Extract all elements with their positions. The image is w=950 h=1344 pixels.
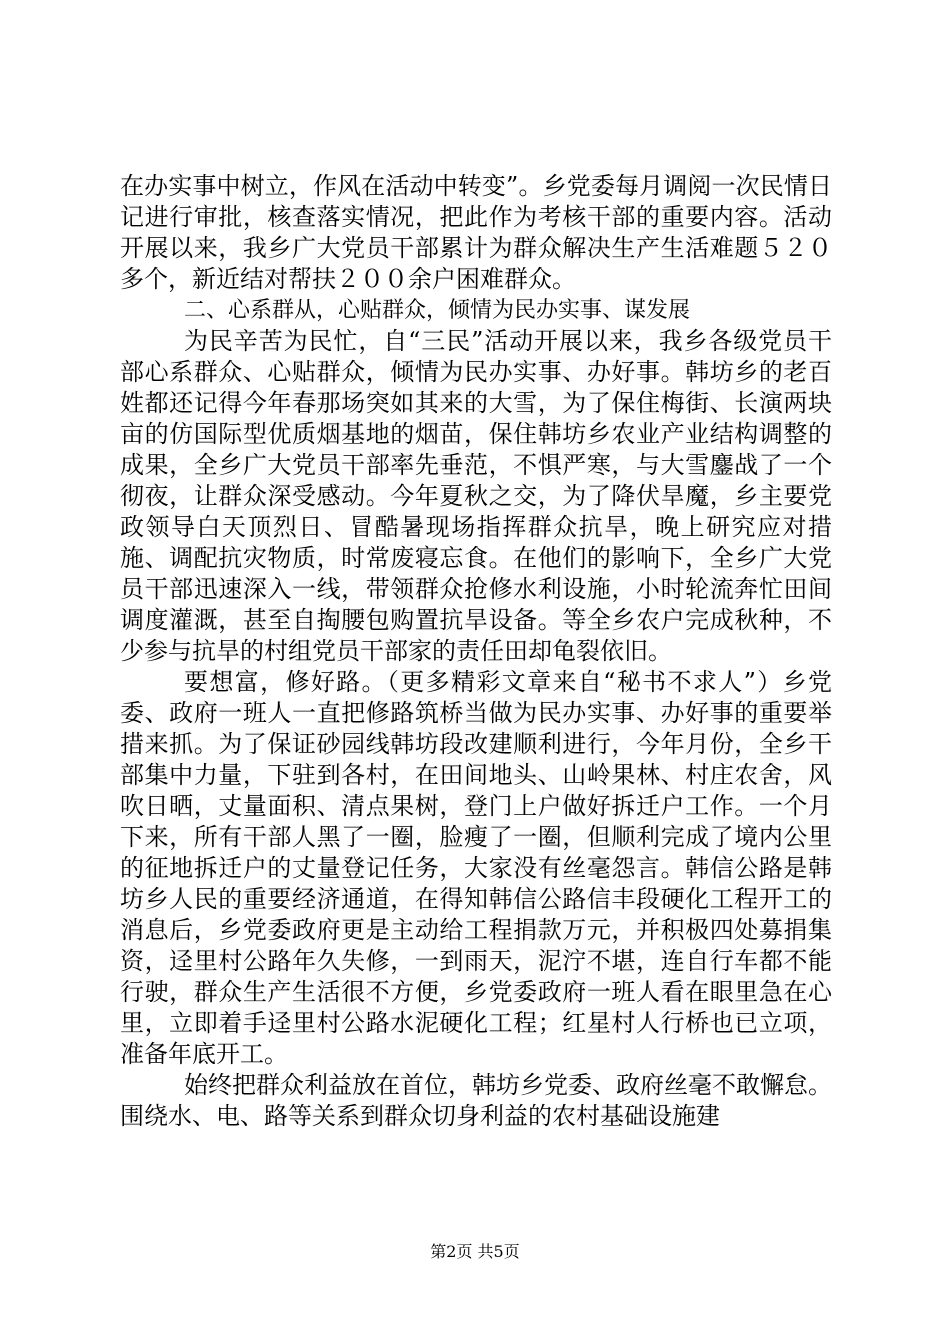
paragraph-4: 要想富，修好路。（更多精彩文章来自“秘书不求人”）乡党委、政府一班人一直把修路筑桥当做为民办实事、办好事的重要举措来抓。为了保证砂园线韩坊段改建顺利进行，今年月份，全乡干部集中力量，下驻到各村，在田间地头、山岭果林、村庄农舍，风吹日晒，丈量面积、清点果树，登门上户做好拆迁户工作。一个月下来，所有干部人黑了一圈，脸瘦了一圈，但顺利完成了境内公里的征地拆迁户的丈量登记任务，大家没有丝毫怨言。韩信公路是韩坊乡人民的重要经济通道，在得知韩信公路信丰段硬化工程开工的消息后，乡党委政府更是主动给工程捐款万元，并积极四处募捐集资，迳里村公路年久失修，一到雨天，泥泞不堪，连自行车都不能行驶，群众生产生活很不方便，乡党委政府一班人看在眼里急在心里，立即着手迳里村公路水泥硬化工程；红星村人行桥也已立项，准备年底开工。 — [120, 668, 832, 1068]
section-heading-2: 二、心系群从，心贴群众，倾情为民办实事、谋发展 — [184, 298, 691, 323]
paragraph-5: 始终把群众利益放在首位，韩坊乡党委、政府丝毫不敢懈怠。围绕水、电、路等关系到群众切身利益的农村基础设施建 — [120, 1071, 832, 1130]
paragraph-3: 为民辛苦为民忙，自“三民”活动开展以来，我乡各级党员干部心系群众、心贴群众，倾情为民办实事、办好事。韩坊乡的老百姓都还记得今年春那场突如其来的大雪，为了保住梅街、长演两块亩的仿国际型优质烟基地的烟苗，保住韩坊乡农业产业结构调整的成果，全乡广大党员干部率先垂范，不惧严寒，与大雪鏖战了一个彻夜，让群众深受感动。今年夏秋之交，为了降伏旱魔，乡主要党政领导白天顶烈日、冒酷暑现场指挥群众抗旱，晚上研究应对措施、调配抗灾物质，时常废寝忘食。在他们的影响下，全乡广大党员干部迅速深入一线，带领群众抢修水利设施，小时轮流奔忙田间调度灌溉，甚至自掏腰包购置抗旱设备。等全乡农户完成秋种，不少参与抗旱的村组党员干部家的责任田却龟裂依旧。 — [120, 327, 832, 665]
document-body — [120, 171, 832, 1132]
page-number-footer: 第2页 共5页 — [430, 1242, 520, 1261]
paragraph-1: 在办实事中树立，作风在活动中转变”。乡党委每月调阅一次民情日记进行审批，核查落实情况，把此作为考核干部的重要内容。活动开展以来，我乡广大党员干部累计为群众解决生产生活难题５２０多个，新近结对帮扶２００余户困难群众。 — [120, 172, 832, 293]
